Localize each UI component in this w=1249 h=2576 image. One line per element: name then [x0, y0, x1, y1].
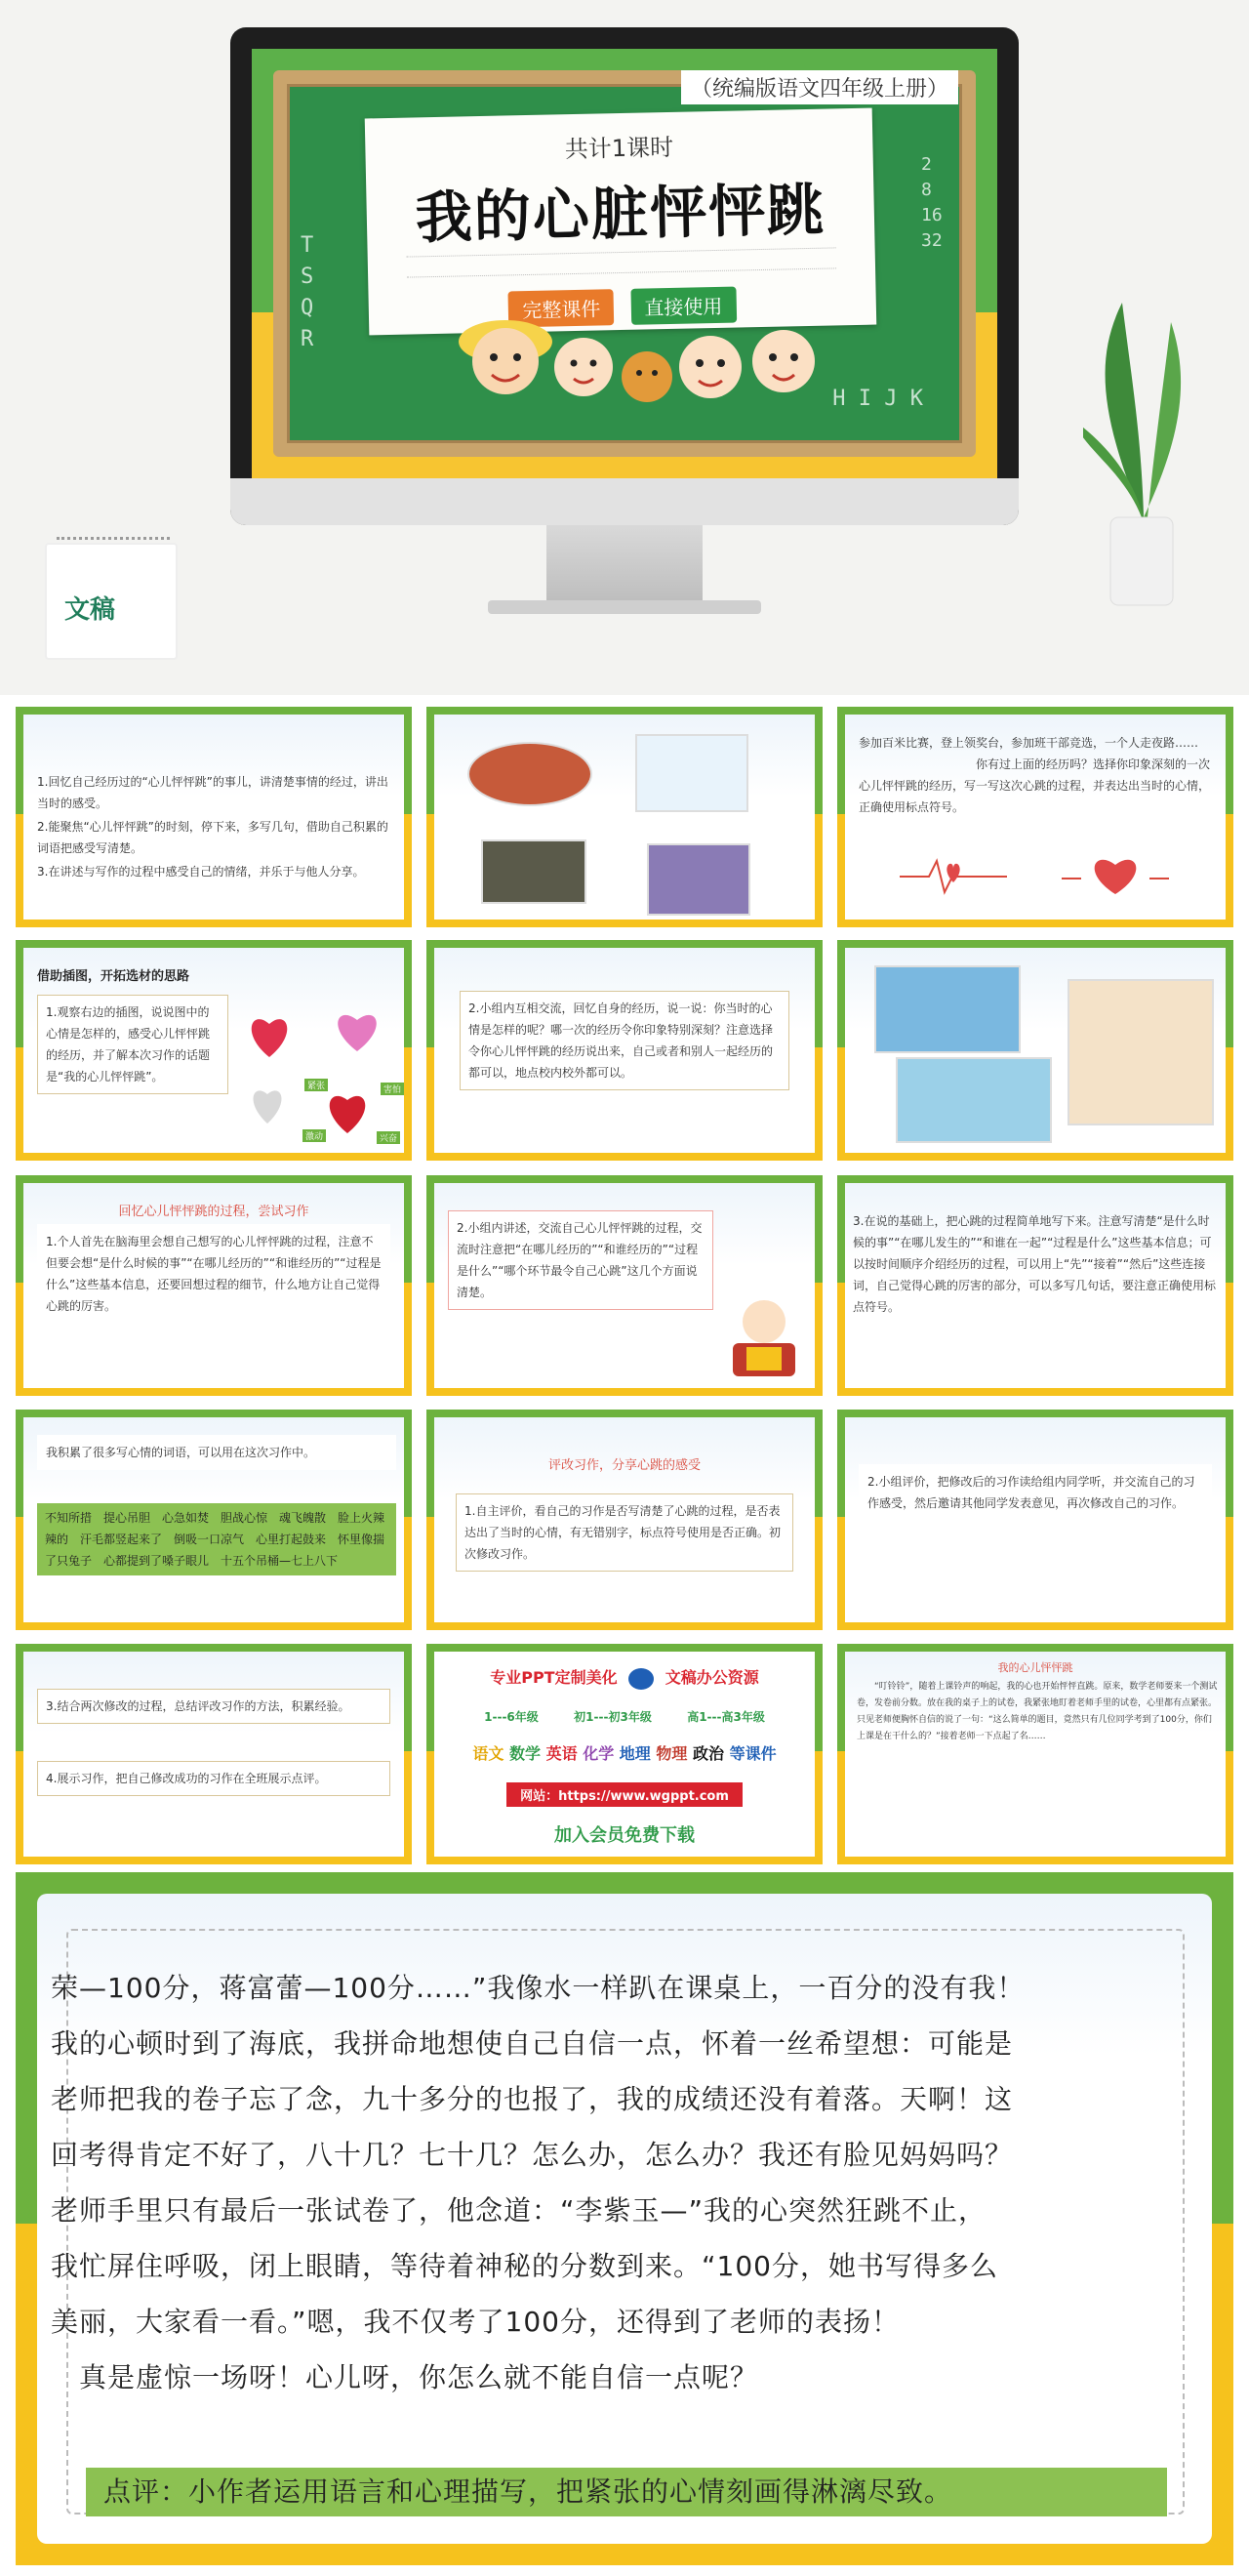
- illustration-prompt: 1.观察右边的插图，说说图中的心情是怎样的，感受心儿怦怦跳的经历，并了解本次习作的话题是“我的心儿怦怦跳”。: [37, 995, 228, 1094]
- chalk-letters-left: T S Q R: [301, 233, 314, 351]
- slide-group-retell: [426, 1175, 823, 1396]
- lesson-count: 共计1课时: [564, 133, 674, 164]
- slide-heading: 借助插图，开拓选材的思路: [37, 969, 190, 984]
- prompt-question: 你有过上面的经历吗？选择你印象深刻的一次心儿怦怦跳的经历，写一写这次心跳的过程，并表达出当时的心情，正确使用标点符号。: [859, 757, 1211, 814]
- dog: [622, 351, 672, 402]
- monitor-chin: [230, 478, 1019, 525]
- hero-mockup: [0, 0, 1249, 695]
- essay-line: 老师把我的卷子忘了念，九十多分的也报了，我的成绩还没有着落。天啊！这: [51, 2083, 1014, 2115]
- essay-line: 美丽，大家看一看。”嗯，我不仅考了100分，还得到了老师的表扬！: [51, 2306, 900, 2338]
- objective-1: 1.回忆自己经历过的“心儿怦怦跳”的事儿，讲清楚事情的经过，讲出当时的感受。: [37, 775, 388, 810]
- cartoon-kids-illustration: [457, 293, 827, 429]
- emotion-hearts-illustration: [240, 1008, 406, 1145]
- emotion-tag-3: 激动: [302, 1129, 326, 1142]
- monitor-screen: [252, 49, 997, 478]
- slide-photos: [426, 707, 823, 927]
- sample-essay-body: “叮铃铃”，随着上课铃声的响起，我的心也开始怦怦直跳。原来，数学老师要来一个测试卷，发卷前分数。放在我的桌子上的试卷，我紧张地盯着老师手里的试卷，心里都有点紧张。只见老师便胸怀自信的说了一句：“这么简单的题目，竟然只有几位同学考到了100分，你们上课是在干什么的？”接着老师一下点起了名……: [857, 1682, 1218, 1741]
- brand-calendar: [45, 543, 178, 660]
- slide-sample-essay: [837, 1644, 1233, 1864]
- peer-review-prompt: 2.小组评价，把修改后的习作读给组内同学听，并交流自己的习作感受，然后邀请其他同学发表意见，再次修改自己的习作。: [859, 1464, 1212, 1521]
- slide-title: 评改习作，分享心跳的感受: [547, 1458, 701, 1473]
- emotion-tag-1: 紧张: [304, 1079, 328, 1091]
- retell-prompt: 2.小组内讲述，交流自己心儿怦怦跳的过程，交流时注意把“在哪儿经历的”“和谁经历的”“过程是什么”“哪个环节最令自己心跳”这几个方面说清楚。: [448, 1210, 713, 1310]
- summary-step-4: 4.展示习作，把自己修改成功的习作在全班展示点评。: [37, 1761, 390, 1796]
- direct-use-badge: 直接使用: [630, 287, 737, 325]
- night-walk-photo: [481, 839, 586, 904]
- slide-recall-process: [16, 1175, 412, 1396]
- ad-grade-junior: 初1---初3年级: [574, 1710, 652, 1724]
- essay-line: 荣—100分，蒋富蕾—100分……”我像水一样趴在课桌上，一百分的没有我！: [51, 1972, 1026, 2004]
- discussion-prompt: 2.小组内互相交流，回忆自身的经历，说一说：你当时的心情是怎样的呢？哪一次的经历令你印象特别深刻？注意选择令你心儿怦怦跳的经历说出来，自己或者和别人一起经历的都可以，地点校内校外都可以。: [460, 991, 789, 1090]
- sample-essay-title: 我的心儿怦怦跳: [997, 1661, 1073, 1674]
- essay-line: 我的心顿时到了海底，我拼命地想使自己自信一点，怀着一丝希望想：可能是: [51, 2027, 1014, 2060]
- ad-ppt-custom: 专业PPT定制美化: [490, 1668, 618, 1687]
- race-photo: [467, 742, 592, 806]
- chalk-letters-bottom: H I J K: [832, 387, 923, 411]
- heart-ecg-icon: [1062, 849, 1169, 902]
- prompt-examples: 参加百米比赛，登上领奖台，参加班干部竞选，一个人走夜路……: [859, 736, 1199, 750]
- chalk-numbers-right: 2 8 16 32: [921, 154, 943, 251]
- slide-objectives: [16, 707, 412, 927]
- election-photo: [647, 843, 750, 916]
- sample-essay-panel: [16, 1872, 1233, 2565]
- essay-line: 真是虚惊一场呀！心儿呀，你怎么就不能自信一点呢？: [51, 2361, 759, 2393]
- monitor-stand: [546, 525, 703, 603]
- recall-prompt: 1.个人首先在脑海里会想自己想写的心儿怦怦跳的过程，注意不但要会想“是什么时候的事”“在哪儿经历的”“和谁经历的”“过程是什么”这些基本信息，还要回想过程的细节，什么地方让自己觉得心跳的厉害。: [37, 1224, 390, 1324]
- ad-grade-senior: 高1---高3年级: [687, 1710, 765, 1724]
- objective-3: 3.在讲述与写作的过程中感受自己的情绪，并乐于与他人分享。: [37, 865, 365, 879]
- slide-self-review: [426, 1410, 823, 1630]
- slide-illustrations: [16, 940, 412, 1161]
- beach-picture: [896, 1057, 1052, 1143]
- slide-group-discussion: [426, 940, 823, 1161]
- slide-scenes: [837, 940, 1233, 1161]
- ad-subjects: 语文 数学 英语 化学 地理 物理 政治 等课件: [472, 1744, 777, 1763]
- family-fridge-picture: [1068, 979, 1214, 1125]
- slide-draft-writing: [837, 1175, 1233, 1396]
- brand-logo: 文稿: [64, 595, 116, 625]
- ad-website-link[interactable]: 网站：https://www.wgppt.com: [506, 1782, 743, 1807]
- edition-label: （统编版语文四年级上册）: [681, 70, 958, 104]
- monitor-base: [488, 600, 761, 614]
- essay-line: 我忙屏住呼吸，闭上眼睛，等待着神秘的分数到来。“100分，她书写得多么: [51, 2250, 998, 2282]
- ad-join-button[interactable]: 加入会员免费下载: [554, 1825, 695, 1846]
- teacher-comment: 点评：小作者运用语言和心理描写，把紧张的心情刻画得淋漓尽致。: [86, 2468, 1167, 2516]
- kid-2: [554, 338, 613, 396]
- emotion-tag-4: 兴奋: [377, 1131, 400, 1144]
- slide-summary: [16, 1644, 412, 1864]
- slide-prompt: [837, 707, 1233, 927]
- summary-step-3: 3.结合两次修改的过程，总结评改习作的方法，积累经验。: [37, 1689, 390, 1724]
- potted-plant: [1083, 303, 1200, 615]
- slide-title: 回忆心儿怦怦跳的过程，尝试习作: [118, 1205, 309, 1219]
- slide-advertisement: [426, 1644, 823, 1864]
- ad-grade-primary: 1---6年级: [484, 1710, 539, 1724]
- emotion-tag-2: 害怕: [381, 1083, 404, 1095]
- essay-line: 回考得肯定不好了，八十几？七十几？怎么办，怎么办？我还有脸见妈妈吗？: [51, 2139, 1014, 2171]
- heartbeat-icon: [900, 853, 1007, 898]
- essay-line: 老师手里只有最后一张试卷了，他念道：“李紫玉—”我的心突然狂跳不止，: [51, 2194, 987, 2227]
- slide-peer-review: [837, 1410, 1233, 1630]
- ad-logo-icon: [628, 1668, 654, 1690]
- reading-boy-illustration: [719, 1292, 809, 1382]
- podium-photo: [635, 734, 748, 812]
- slide-vocabulary: [16, 1410, 412, 1630]
- kid-1: [459, 320, 552, 394]
- kid-3: [679, 336, 742, 398]
- page-title: 我的心脏怦怦跳: [415, 176, 826, 252]
- vocabulary-list: 不知所措 提心吊胆 心急如焚 胆战心惊 魂飞魄散 脸上火辣辣的 汗毛都竖起来了 倒吸一口凉气 心里打起鼓来 怀里像揣了只兔子 心都提到了嗓子眼儿 十五个吊桶—七上八下: [37, 1503, 396, 1575]
- complete-courseware-badge: 完整课件: [508, 289, 615, 327]
- kid-4: [752, 330, 815, 392]
- ad-brand: 文稿办公资源: [665, 1668, 759, 1687]
- ferris-wheel-picture: [874, 965, 1021, 1053]
- essay-text: [51, 1960, 1183, 2405]
- objective-2: 2.能聚焦“心儿怦怦跳”的时刻，停下来，多写几句，借助自己积累的词语把感受写清楚。: [37, 820, 388, 855]
- draft-prompt: 3.在说的基础上，把心跳的过程简单地写下来。注意写清楚“是什么时候的事”“在哪儿发生的”“和谁在一起”“过程是什么”这些基本信息；可以按时间顺序介绍经历的过程，可以用上“先”“接着”“然后”这些连接词，自己觉得心跳的厉害的部分，可以多写几句话，要注意正确使用标点符号。: [853, 1214, 1217, 1314]
- self-review-prompt: 1.自主评价，看自己的习作是否写清楚了心跳的过程，是否表达出了当时的心情，有无错别字，标点符号使用是否正确。初次修改习作。: [456, 1493, 793, 1572]
- vocabulary-intro: 我积累了很多写心情的词语，可以用在这次习作中。: [37, 1435, 396, 1470]
